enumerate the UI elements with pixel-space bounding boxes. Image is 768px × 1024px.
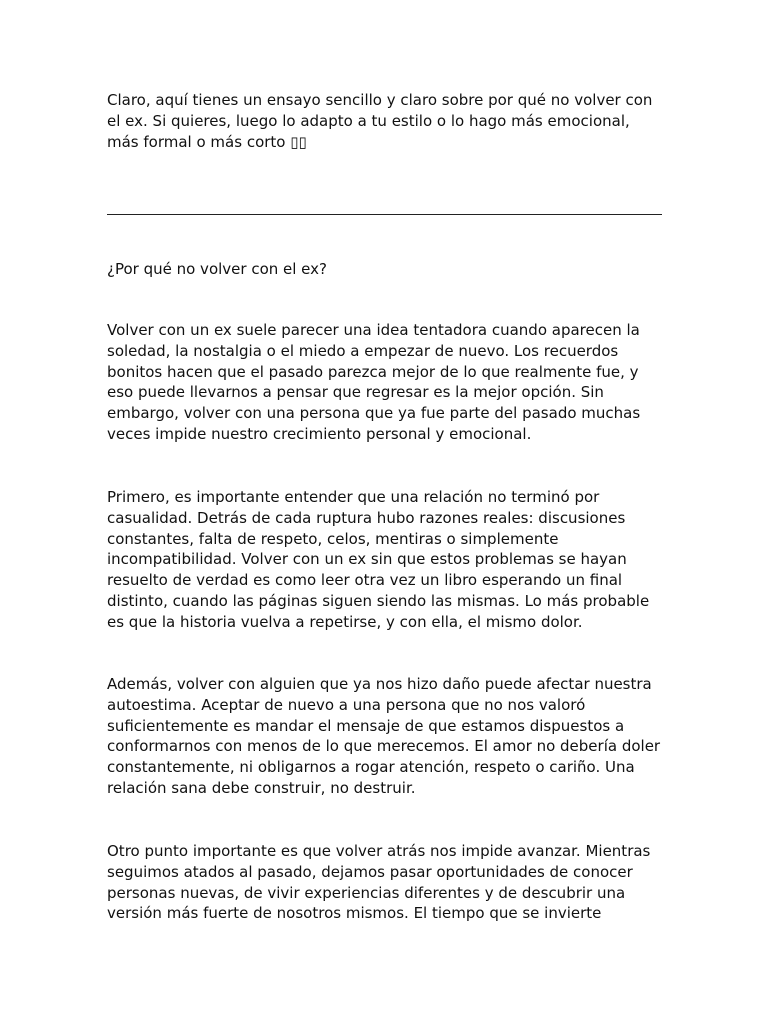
paragraph-1: Volver con un ex suele parecer una idea tentadora cuando aparecen la soledad, la nostalgia o el miedo a empezar de nuevo. Los recuerdos bonitos hacen que el pasado parezca mejor de lo que realmente fue, y eso puede llevarnos a pensar que regresar es la mejor opción. Sin embargo, volver con una persona que ya fue parte del pasado muchas veces impide nuestro crecimiento personal y emocional. [107,321,641,443]
paragraph-1-block [107,320,663,445]
paragraph-2: Primero, es importante entender que una relación no terminó por casualidad. Detrás de cada ruptura hubo razones reales: discusiones constantes, falta de respeto, celos, mentiras o simplemente incompatibilidad. Volver con un ex sin que estos problemas se hayan resuelto de verdad es como leer otra vez un libro esperando un final distinto, cuando las páginas siguen siendo las mismas. Lo más probable es que la historia vuelva a repetirse, y con ella, el mismo dolor. [107,488,650,631]
intro-paragraph: Claro, aquí tienes un ensayo sencillo y claro sobre por qué no volver con el ex. Si quieres, luego lo adapto a tu estilo o lo hago más emocional, más formal o más corto ▯▯ [107,91,653,151]
horizontal-divider [107,214,662,215]
paragraph-4-block [107,841,663,924]
paragraph-3-block [107,674,663,799]
paragraph-4: Otro punto importante es que volver atrás nos impide avanzar. Mientras seguimos atados al pasado, dejamos pasar oportunidades de conocer personas nuevas, de vivir experiencias diferentes y de descubrir una versión más fuerte de nosotros mismos. El tiempo que se invierte [107,842,651,923]
paragraph-2-block [107,487,663,633]
essay-title: ¿Por qué no volver con el ex? [107,260,327,278]
document-page [107,90,663,152]
essay-title-block [107,259,663,280]
paragraph-3: Además, volver con alguien que ya nos hizo daño puede afectar nuestra autoestima. Aceptar de nuevo a una persona que no nos valoró suficientemente es mandar el mensaje de que estamos dispuestos a conformarnos con menos de lo que merecemos. El amor no debería doler constantemente, ni obligarnos a rogar atención, respeto o cariño. Una relación sana debe construir, no destruir. [107,675,661,797]
